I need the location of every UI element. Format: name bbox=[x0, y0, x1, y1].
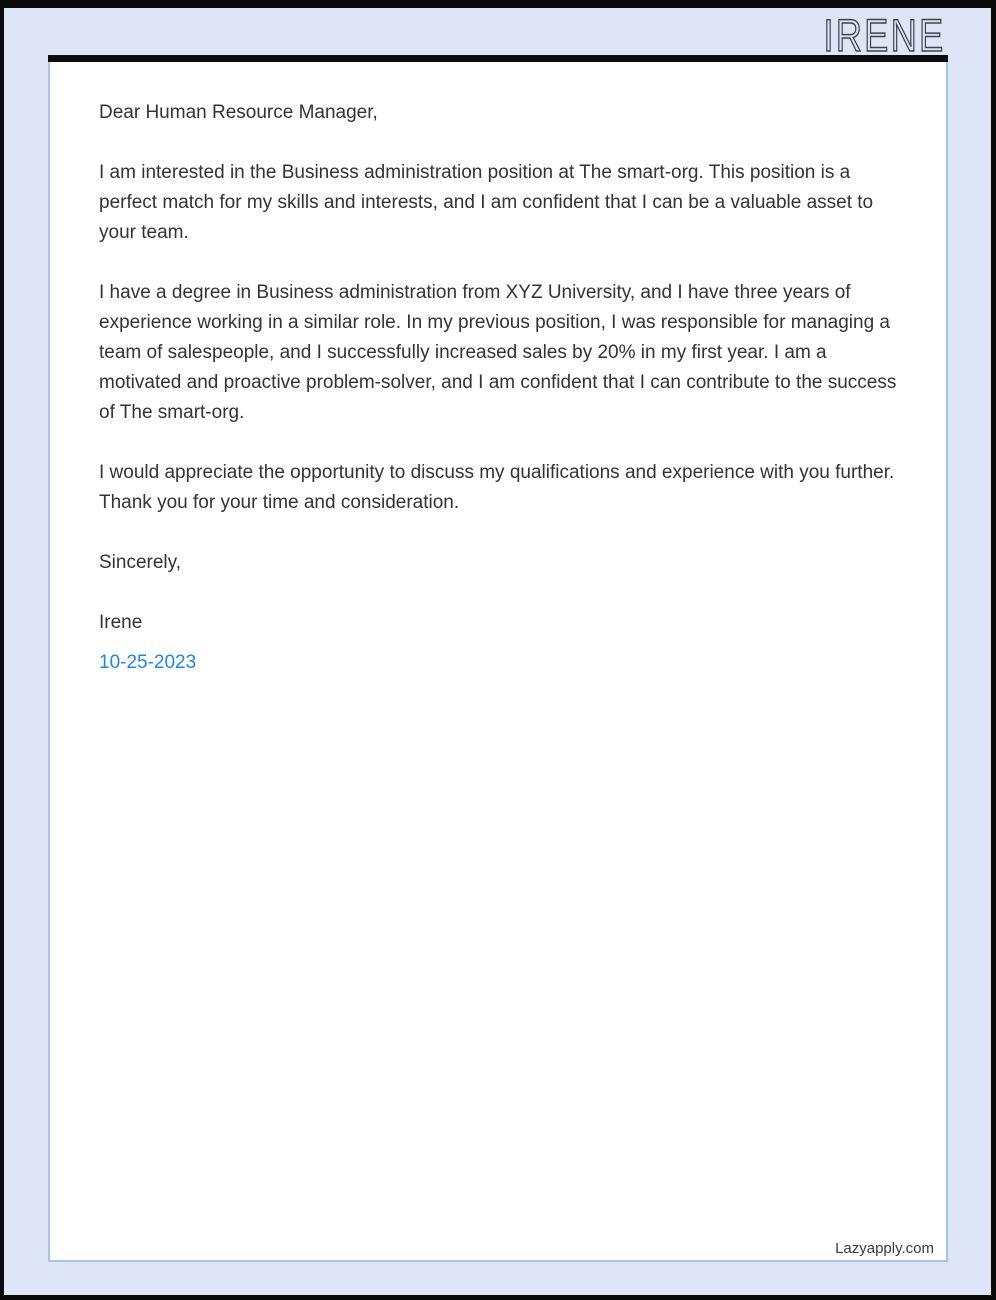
cover-letter-document bbox=[48, 55, 948, 1262]
brand-logo bbox=[793, 10, 946, 69]
paragraph-experience: I have a degree in Business administration from XYZ University, and I have three years of experience working in a similar role. In my previous position, I was responsible for managing a team of salespeople, and I successfully increased sales by 20% in my first year. I am a motivated and proactive problem-solver, and I am confident that I can contribute to the success of The smart-org. bbox=[99, 282, 897, 423]
letter-date: 10-25-2023 bbox=[99, 652, 197, 673]
letter-page bbox=[48, 62, 948, 1262]
paragraph-introduction: I am interested in the Business administration position at The smart-org. This position is a perfect match for my skills and interests, and I am confident that I can be a valuable asset to your team. bbox=[99, 162, 874, 243]
watermark-lazyapply: Lazyapply.com bbox=[835, 1240, 934, 1257]
paragraph-request: I would appreciate the opportunity to discuss my qualifications and experience with you further. Thank you for your time and consideration. bbox=[99, 462, 895, 513]
brand-name: IRENE bbox=[823, 10, 946, 61]
signature-name: Irene bbox=[99, 612, 143, 633]
closing: Sincerely, bbox=[99, 552, 182, 573]
salutation: Dear Human Resource Manager, bbox=[99, 102, 378, 123]
